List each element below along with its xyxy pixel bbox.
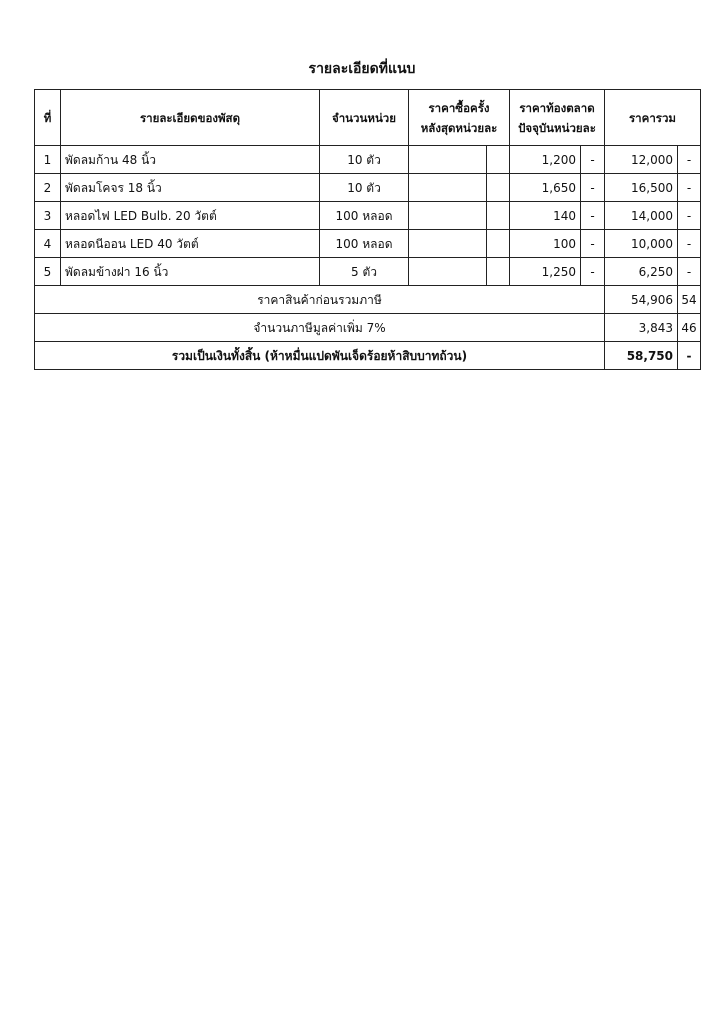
header-quantity: จำนวนหน่วย bbox=[320, 90, 409, 146]
row-last-price bbox=[409, 174, 487, 202]
row-total-satang: - bbox=[678, 258, 701, 286]
row-unit-price-satang: - bbox=[581, 202, 605, 230]
header-last-price-line2: หลังสุดหน่วยละ bbox=[420, 120, 498, 135]
row-last-price-satang bbox=[487, 202, 510, 230]
vat-value: 3,843 bbox=[605, 314, 678, 342]
table-header-row bbox=[35, 90, 701, 146]
row-total-satang: - bbox=[678, 230, 701, 258]
row-quantity: 100 หลอด bbox=[320, 202, 409, 230]
table-row bbox=[35, 230, 701, 258]
row-quantity: 100 หลอด bbox=[320, 230, 409, 258]
table-row bbox=[35, 146, 701, 174]
subtotal-value: 54,906 bbox=[605, 286, 678, 314]
row-unit-price: 140 bbox=[510, 202, 581, 230]
row-last-price bbox=[409, 202, 487, 230]
header-market-price bbox=[510, 90, 605, 146]
header-last-price bbox=[409, 90, 510, 146]
row-last-price-satang bbox=[487, 146, 510, 174]
row-unit-price-satang: - bbox=[581, 174, 605, 202]
row-total-satang: - bbox=[678, 174, 701, 202]
row-last-price-satang bbox=[487, 258, 510, 286]
row-last-price bbox=[409, 230, 487, 258]
subtotal-satang: 54 bbox=[678, 286, 701, 314]
row-total: 10,000 bbox=[605, 230, 678, 258]
row-description: พัดลมก้าน 48 นิ้ว bbox=[61, 146, 320, 174]
grand-total-label: รวมเป็นเงินทั้งสิ้น (ห้าหมื่นแปดพันเจ็ดร้อยห้าสิบบาทถ้วน) bbox=[35, 342, 605, 370]
row-unit-price: 1,250 bbox=[510, 258, 581, 286]
row-unit-price-satang: - bbox=[581, 146, 605, 174]
header-last-price-line1: ราคาซื้อครั้ง bbox=[428, 100, 490, 115]
header-no: ที่ bbox=[35, 90, 61, 146]
row-total: 6,250 bbox=[605, 258, 678, 286]
page-title: รายละเอียดที่แนบ bbox=[308, 61, 416, 77]
row-no: 2 bbox=[35, 174, 61, 202]
row-total-satang: - bbox=[678, 146, 701, 174]
subtotal-row bbox=[35, 286, 701, 314]
row-no: 5 bbox=[35, 258, 61, 286]
row-last-price bbox=[409, 258, 487, 286]
vat-label: จำนวนภาษีมูลค่าเพิ่ม 7% bbox=[35, 314, 605, 342]
row-last-price bbox=[409, 146, 487, 174]
row-last-price-satang bbox=[487, 230, 510, 258]
items-table bbox=[34, 89, 701, 370]
header-market-price-line2: ปัจจุบันหน่วยละ bbox=[518, 120, 596, 135]
row-total: 12,000 bbox=[605, 146, 678, 174]
row-unit-price: 1,650 bbox=[510, 174, 581, 202]
row-quantity: 5 ตัว bbox=[320, 258, 409, 286]
row-description: พัดลมโคจร 18 นิ้ว bbox=[61, 174, 320, 202]
row-description: หลอดนีออน LED 40 วัตต์ bbox=[61, 230, 320, 258]
vat-row bbox=[35, 314, 701, 342]
header-market-price-line1: ราคาท้องตลาด bbox=[519, 100, 595, 115]
row-total: 14,000 bbox=[605, 202, 678, 230]
table-row bbox=[35, 174, 701, 202]
row-no: 1 bbox=[35, 146, 61, 174]
header-description: รายละเอียดของพัสดุ bbox=[61, 90, 320, 146]
row-description: หลอดไฟ LED Bulb. 20 วัตต์ bbox=[61, 202, 320, 230]
row-no: 4 bbox=[35, 230, 61, 258]
subtotal-label: ราคาสินค้าก่อนรวมภาษี bbox=[35, 286, 605, 314]
table-row bbox=[35, 258, 701, 286]
row-quantity: 10 ตัว bbox=[320, 146, 409, 174]
row-unit-price-satang: - bbox=[581, 230, 605, 258]
grand-total-value: 58,750 bbox=[605, 342, 678, 370]
header-total: ราคารวม bbox=[605, 90, 701, 146]
row-unit-price: 100 bbox=[510, 230, 581, 258]
row-total-satang: - bbox=[678, 202, 701, 230]
row-last-price-satang bbox=[487, 174, 510, 202]
row-unit-price: 1,200 bbox=[510, 146, 581, 174]
grand-total-satang: - bbox=[678, 342, 701, 370]
row-description: พัดลมข้างฝา 16 นิ้ว bbox=[61, 258, 320, 286]
grand-total-row bbox=[35, 342, 701, 370]
row-total: 16,500 bbox=[605, 174, 678, 202]
row-quantity: 10 ตัว bbox=[320, 174, 409, 202]
table-row bbox=[35, 202, 701, 230]
row-unit-price-satang: - bbox=[581, 258, 605, 286]
row-no: 3 bbox=[35, 202, 61, 230]
vat-satang: 46 bbox=[678, 314, 701, 342]
